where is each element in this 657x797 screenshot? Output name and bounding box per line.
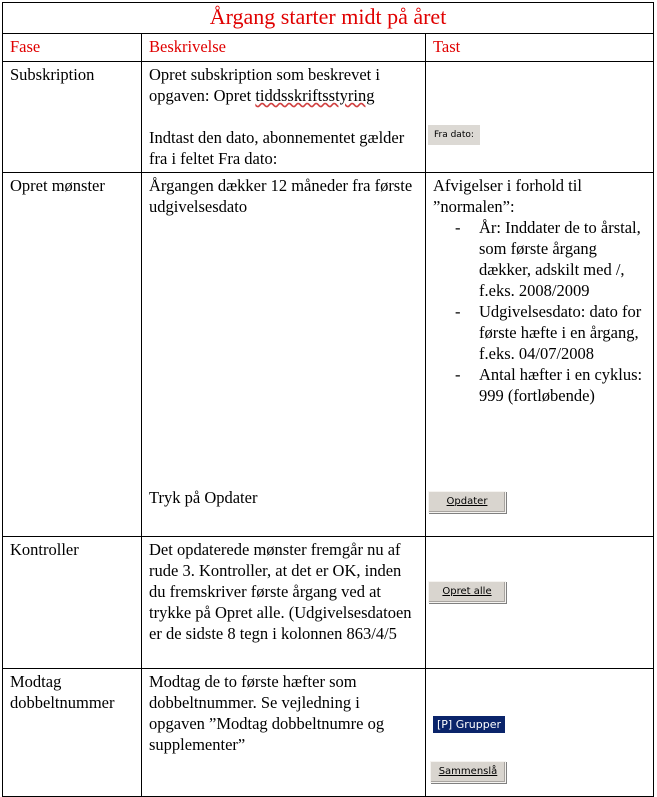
spellcheck-word: tiddsskriftsstyring — [255, 86, 375, 105]
header-description: Beskrivelse — [142, 34, 426, 62]
description-cell: Modtag de to første hæfter som dobbeltnummer. Se vejledning i opgaven ”Modtag dobbeltnumre og supplementer” — [142, 669, 426, 797]
description-text: Tryk på Opdater — [149, 488, 258, 507]
phase-cell: Opret mønster — [3, 173, 142, 537]
key-cell — [426, 173, 654, 537]
phase-cell: Kontroller — [3, 537, 142, 669]
table-row — [3, 62, 654, 173]
sammenslaa-button[interactable]: Sammenslå — [430, 761, 506, 783]
header-key: Tast — [426, 34, 654, 62]
description-cell: Det opdaterede mønster fremgår nu af rude 3. Kontroller, at det er OK, inden du fremskriver første årgang ved at trykke på Opret alle. (Udgivelsesdatoen er de sidste 8 tegn i kolonnen 863/4/5 — [142, 537, 426, 669]
description-text: Årgangen dækker 12 måneder fra første udgivelsesdato — [149, 176, 413, 216]
opret-alle-button[interactable]: Opret alle — [428, 581, 506, 603]
grupper-field[interactable]: [P] Grupper — [433, 716, 505, 733]
fra-dato-label: Fra dato: — [428, 125, 480, 145]
opdater-button[interactable]: Opdater — [428, 491, 506, 513]
description-text — [149, 64, 419, 106]
table-row — [3, 173, 654, 537]
phase-cell: Subskription — [3, 62, 142, 173]
key-cell — [426, 62, 654, 173]
key-cell — [426, 669, 654, 797]
description-cell — [142, 173, 426, 537]
title-row — [3, 3, 654, 34]
description-text-part: Opret subskription som beskrevet i opgaven: Opret — [149, 65, 380, 105]
document-page — [2, 2, 653, 793]
header-phase: Fase — [3, 34, 142, 62]
header-row — [3, 34, 654, 62]
description-text: Indtast den dato, abonnementet gælder fra i feltet Fra dato: — [149, 128, 405, 168]
key-cell — [426, 537, 654, 669]
list-item: - Antal hæfter i en cyklus: 999 (fortløbende) — [455, 364, 647, 406]
table-title: Årgang starter midt på året — [3, 3, 654, 34]
phase-cell: Modtag dobbeltnummer — [3, 669, 142, 797]
description-cell — [142, 62, 426, 173]
list-item: - Udgivelsesdato: dato for første hæfte i en årgang, f.eks. 04/07/2008 — [455, 301, 647, 364]
instruction-table — [2, 2, 654, 797]
table-row — [3, 537, 654, 669]
list-item: - År: Inddater de to årstal, som første årgang dækker, adskilt med /, f.eks. 2008/2009 — [455, 217, 647, 301]
deviation-list — [433, 217, 647, 406]
key-intro-text: Afvigelser i forhold til ”normalen”: — [433, 176, 582, 216]
table-row — [3, 669, 654, 797]
